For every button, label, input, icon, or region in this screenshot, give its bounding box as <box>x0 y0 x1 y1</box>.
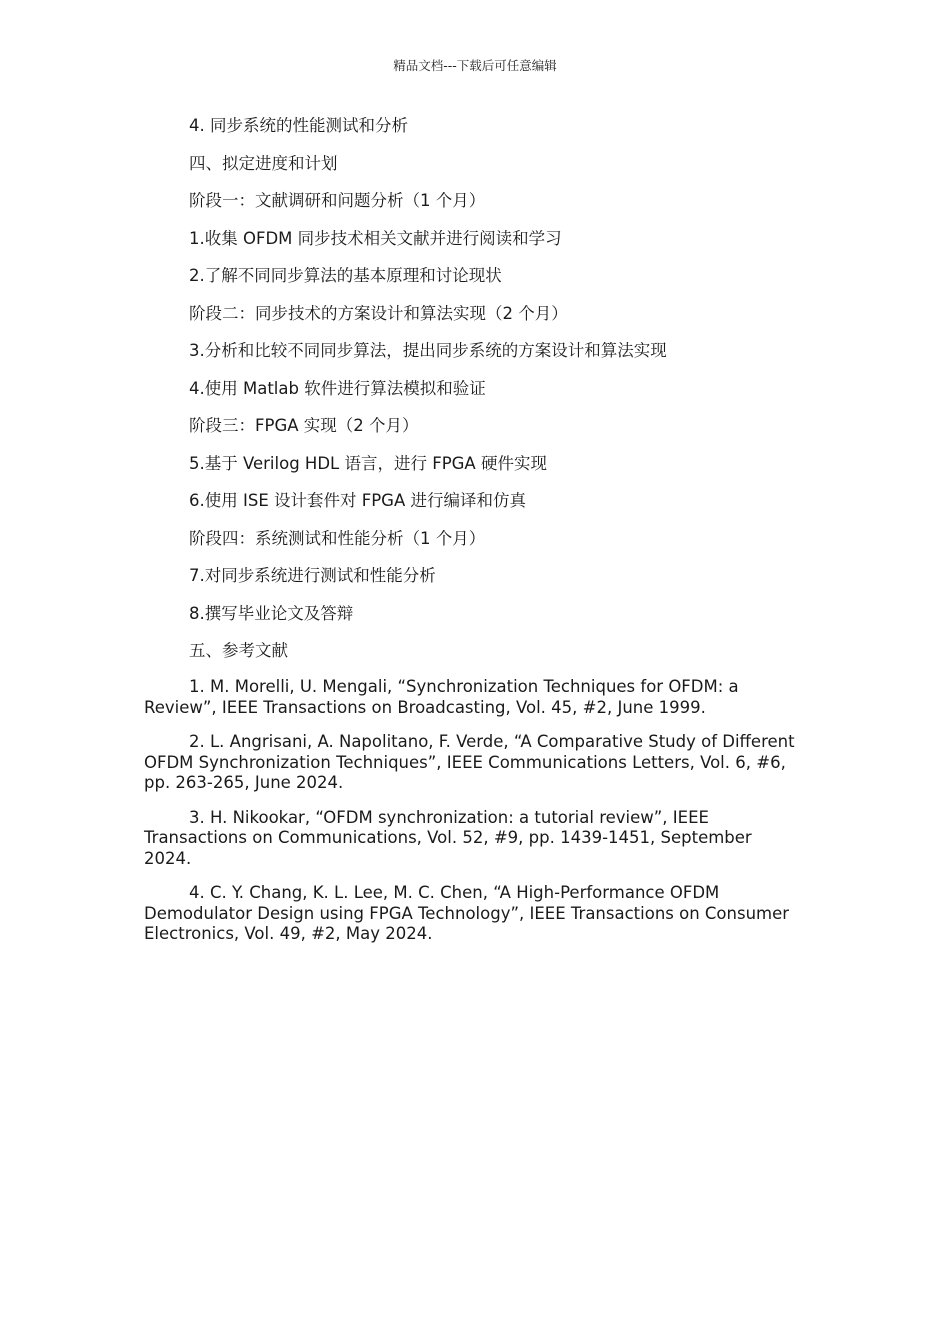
outline-item-step-2: 2.了解不同同步算法的基本原理和讨论现状 <box>189 266 502 285</box>
reference-item: 2. L. Angrisani, A. Napolitano, F. Verde, “A Comparative Study of Different OFDM Synchronization Techniques”, IEEE Communications Letters, Vol. 6, #6, pp. 263-265, June 2024. <box>144 732 795 792</box>
outline-item-step-7: 7.对同步系统进行测试和性能分析 <box>189 566 436 585</box>
phase-4-heading: 阶段四：系统测试和性能分析（1 个月） <box>189 528 486 548</box>
outline-item-step-1: 1.收集 OFDM 同步技术相关文献并进行阅读和学习 <box>189 228 562 248</box>
phase-2-heading: 阶段二：同步技术的方案设计和算法实现（2 个月） <box>189 303 568 323</box>
page-header: 精品文档---下载后可任意编辑 <box>393 58 557 73</box>
plan-outline <box>189 115 829 678</box>
phase-3-heading: 阶段三：FPGA 实现（2 个月） <box>189 416 419 435</box>
outline-item-step-8: 8.撰写毕业论文及答辩 <box>189 603 354 623</box>
outline-item-task-4: 4. 同步系统的性能测试和分析 <box>189 116 408 135</box>
outline-item-step-6: 6.使用 ISE 设计套件对 FPGA 进行编译和仿真 <box>189 491 527 510</box>
phase-1-heading: 阶段一：文献调研和问题分析（1 个月） <box>189 191 486 210</box>
reference-item: 1. M. Morelli, U. Mengali, “Synchronization Techniques for OFDM: a Review”, IEEE Transactions on Broadcasting, Vol. 45, #2, June 1999. <box>144 677 739 717</box>
reference-item: 3. H. Nikookar, “OFDM synchronization: a tutorial review”, IEEE Transactions on Communications, Vol. 52, #9, pp. 1439-1451, September 2024. <box>144 807 752 868</box>
outline-item-step-4: 4.使用 Matlab 软件进行算法模拟和验证 <box>189 378 486 398</box>
outline-item-step-5: 5.基于 Verilog HDL 语言，进行 FPGA 硬件实现 <box>189 453 547 473</box>
section-heading-references: 五、参考文献 <box>189 641 288 660</box>
section-heading-schedule: 四、拟定进度和计划 <box>189 153 338 173</box>
outline-item-step-3: 3.分析和比较不同同步算法，提出同步系统的方案设计和算法实现 <box>189 341 667 360</box>
reference-item: 4. C. Y. Chang, K. L. Lee, M. C. Chen, “A High-Performance OFDM Demodulator Design using FPGA Technology”, IEEE Transactions on Consumer Electronics, Vol. 49, #2, May 2024. <box>144 883 790 943</box>
reference-list <box>144 677 804 959</box>
